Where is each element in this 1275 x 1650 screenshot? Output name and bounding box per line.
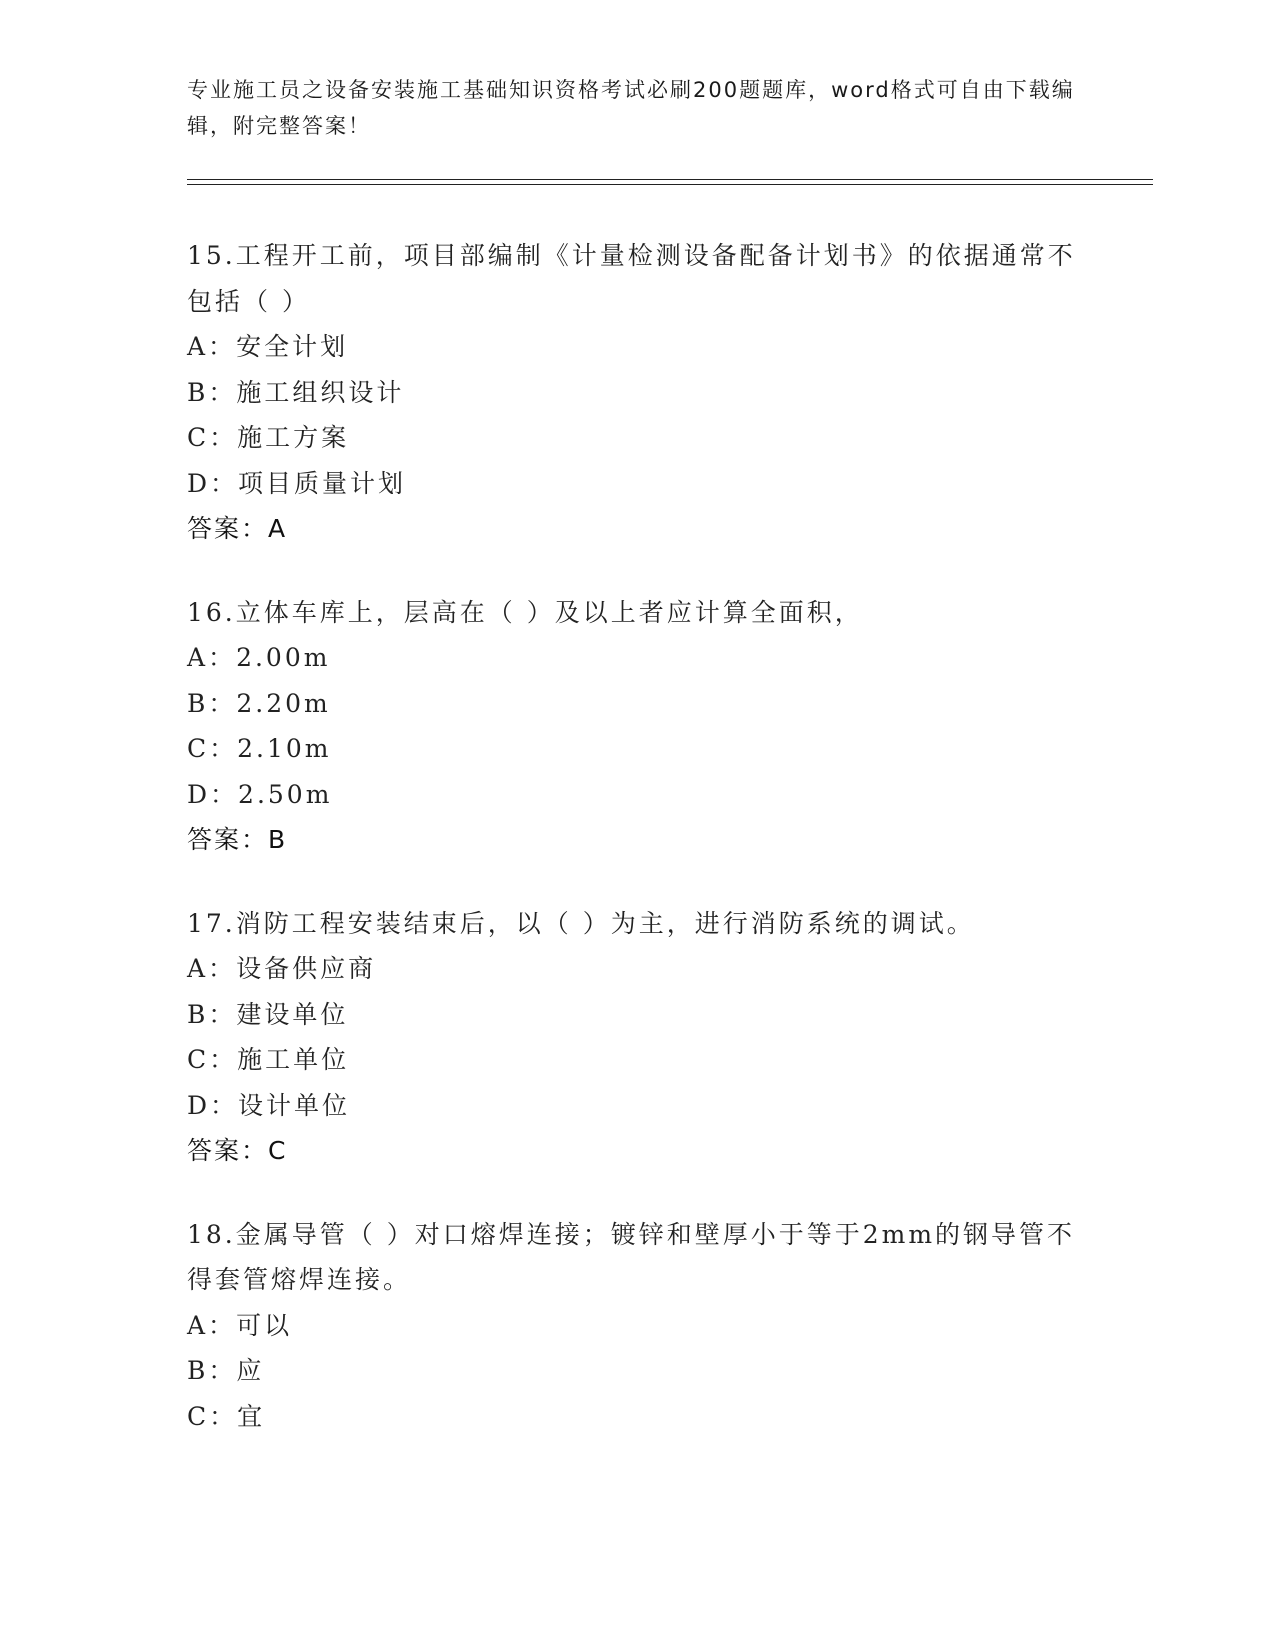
question-stem: 16.立体车库上，层高在（ ）及以上者应计算全面积， <box>187 597 863 627</box>
option-key: B： <box>187 377 237 407</box>
option-text: 安全计划 <box>236 332 349 361</box>
answer-option <box>187 681 1087 727</box>
option-key: C： <box>187 423 238 452</box>
option-text: 可以 <box>236 1310 293 1340</box>
answer-option <box>187 1303 1087 1349</box>
answer-option <box>187 461 1087 507</box>
answer-option <box>187 726 1087 772</box>
answer-option <box>187 324 1087 370</box>
answer-option <box>187 635 1087 681</box>
answer-option <box>187 946 1087 992</box>
option-text: 建设单位 <box>236 999 349 1029</box>
option-key: B： <box>187 1356 237 1385</box>
option-key: C： <box>187 734 238 763</box>
answer-option <box>187 1037 1087 1083</box>
answer-option <box>187 1348 1087 1394</box>
option-text: 2.10m <box>237 734 332 763</box>
option-key: A： <box>187 332 237 361</box>
answer-option <box>187 1394 1087 1440</box>
correct-answer: 答案：B <box>187 825 288 854</box>
correct-answer: 答案：C <box>187 1136 288 1165</box>
option-key: A： <box>187 1310 237 1340</box>
option-key: C： <box>187 1401 238 1431</box>
option-text: 设备供应商 <box>236 954 377 983</box>
answer-option <box>187 1083 1087 1129</box>
header-divider-line <box>187 179 1153 180</box>
option-key: D： <box>187 779 239 809</box>
question-item <box>187 590 1087 863</box>
answer-option <box>187 772 1087 818</box>
option-text: 施工单位 <box>237 1045 350 1074</box>
option-text: 应 <box>236 1356 265 1385</box>
option-key: D： <box>187 468 239 498</box>
answer-option <box>187 992 1087 1038</box>
option-text: 施工方案 <box>237 423 350 452</box>
answer-option <box>187 370 1087 416</box>
question-list <box>187 233 1087 1477</box>
option-key: C： <box>187 1045 238 1074</box>
question-item <box>187 233 1087 552</box>
option-key: B： <box>187 999 237 1029</box>
option-text: 宜 <box>237 1401 266 1431</box>
question-item <box>187 1212 1087 1440</box>
document-header: 专业施工员之设备安装施工基础知识资格考试必刷200题题库，word格式可自由下载编辑，附完整答案！ <box>187 78 1075 138</box>
option-key: B： <box>187 688 237 718</box>
option-text: 项目质量计划 <box>238 468 407 498</box>
option-text: 2.00m <box>236 643 331 672</box>
option-text: 2.50m <box>238 779 333 809</box>
question-item <box>187 901 1087 1174</box>
option-text: 施工组织设计 <box>236 377 405 407</box>
option-text: 设计单位 <box>238 1090 351 1120</box>
correct-answer: 答案：A <box>187 514 288 543</box>
option-text: 2.20m <box>236 688 331 718</box>
answer-option <box>187 415 1087 461</box>
option-key: A： <box>187 954 237 983</box>
option-key: D： <box>187 1090 239 1120</box>
question-stem: 15.工程开工前，项目部编制《计量检测设备配备计划书》的依据通常不包括（ ） <box>187 241 1076 316</box>
question-stem: 17.消防工程安装结束后，以（ ）为主，进行消防系统的调试。 <box>187 908 975 938</box>
question-stem: 18.金属导管（ ）对口熔焊连接；镀锌和壁厚小于等于2mm的钢导管不得套管熔焊连接。 <box>187 1219 1076 1294</box>
header-divider-line <box>187 184 1153 185</box>
option-key: A： <box>187 643 237 672</box>
